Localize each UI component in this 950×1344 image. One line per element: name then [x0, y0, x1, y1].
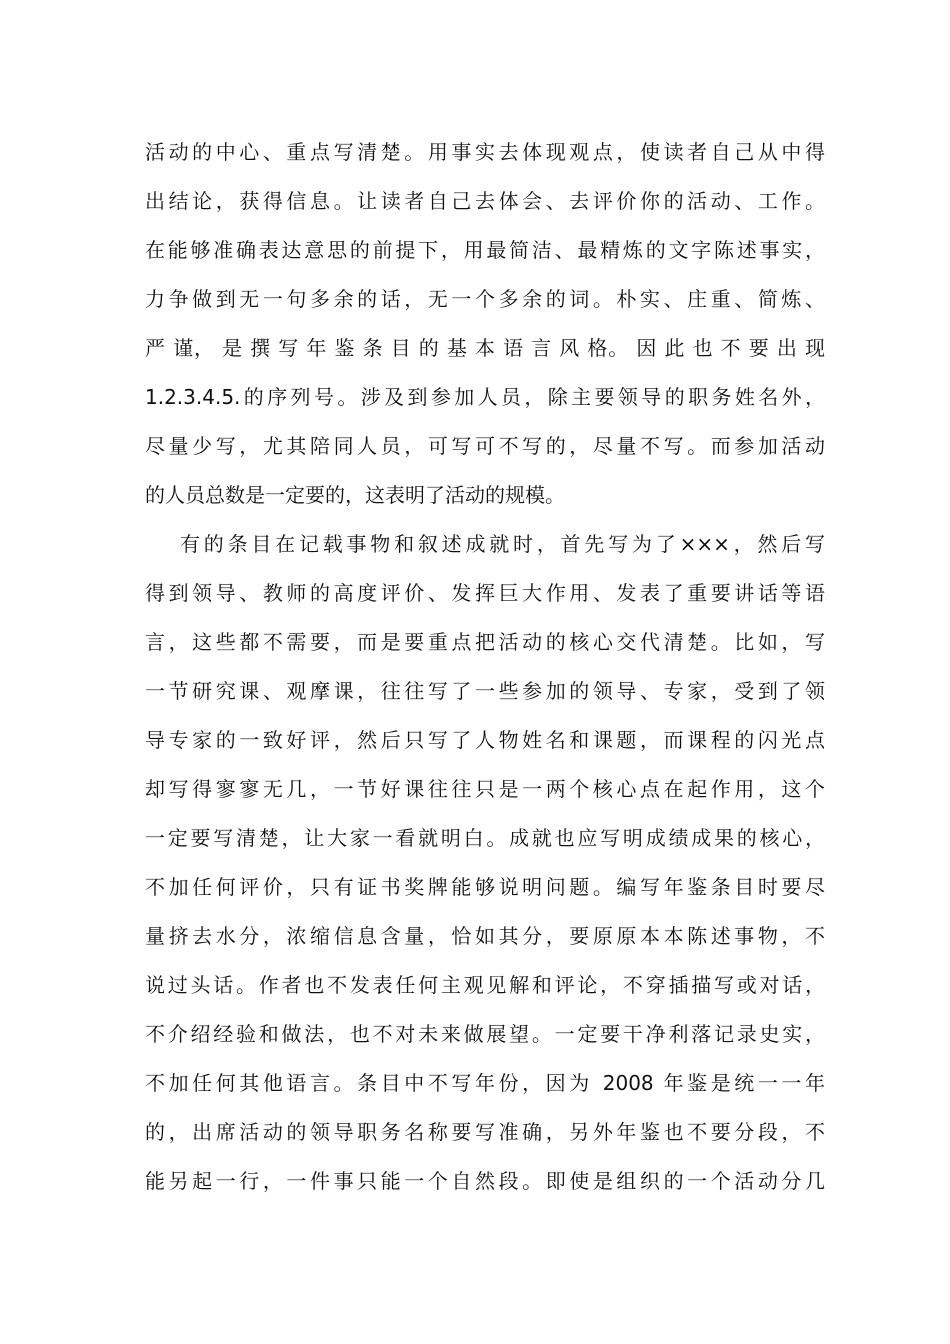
text-line: 的人员总数是一定要的，这表明了活动的规模。: [145, 483, 565, 507]
text-line: 得到领导、教师的高度评价、发挥巨大作用、发表了重要讲话等语: [145, 581, 825, 605]
text-line: 的，出席活动的领导职务名称要写准确，另外年鉴也不要分段，不: [145, 1120, 825, 1144]
text-line: 出结论，获得信息。让读者自己去体会、去评价你的活动、工作。: [145, 189, 825, 213]
text-line: 说过头话。作者也不发表任何主观见解和评论，不穿插描写或对话，: [145, 973, 825, 997]
text-line: 不加任何评价，只有证书奖牌能够说明问题。编写年鉴条目时要尽: [145, 875, 825, 899]
paragraph-first-line: 有的条目在记载事物和叙述成就时，首先写为了×××，然后写: [180, 532, 825, 556]
text-line: 1.2.3.4.5.的序列号。涉及到参加人员，除主要领导的职务姓名外，: [145, 385, 825, 409]
text-line: 一节研究课、观摩课，往往写了一些参加的领导、专家，受到了领: [145, 679, 825, 703]
body-text: [145, 132, 825, 1210]
text-line: 量挤去水分，浓缩信息含量，恰如其分，要原原本本陈述事物，不: [145, 924, 825, 948]
text-line: 却写得寥寥无几，一节好课往往只是一两个核心点在起作用，这个: [145, 777, 825, 801]
text-line: 活动的中心、重点写清楚。用事实去体现观点，使读者自己从中得: [145, 140, 825, 164]
text-line: 在能够准确表达意思的前提下，用最简洁、最精炼的文字陈述事实，: [145, 238, 825, 262]
text-line: 力争做到无一句多余的话，无一个多余的词。朴实、庄重、简炼、: [145, 287, 825, 311]
text-line: 言，这些都不需要，而是要重点把活动的核心交代清楚。比如，写: [145, 630, 825, 654]
text-line: 一定要写清楚，让大家一看就明白。成就也应写明成绩成果的核心，: [145, 826, 825, 850]
text-line: 严 谨， 是 撰 写 年 鉴 条 目 的 基 本 语 言 风 格。 因 此 也 不 要 出 现: [145, 336, 825, 360]
text-line: 不介绍经验和做法，也不对未来做展望。一定要干净利落记录史实，: [145, 1022, 825, 1046]
text-line: 不加任何其他语言。条目中不写年份，因为 2008 年鉴是统一一年: [145, 1071, 825, 1095]
text-line: 导专家的一致好评，然后只写了人物姓名和课题，而课程的闪光点: [145, 728, 825, 752]
text-line: 尽量少写，尤其陪同人员，可写可不写的，尽量不写。而参加活动: [145, 434, 825, 458]
text-line: 能另起一行，一件事只能一个自然段。即使是组织的一个活动分几: [145, 1169, 825, 1193]
